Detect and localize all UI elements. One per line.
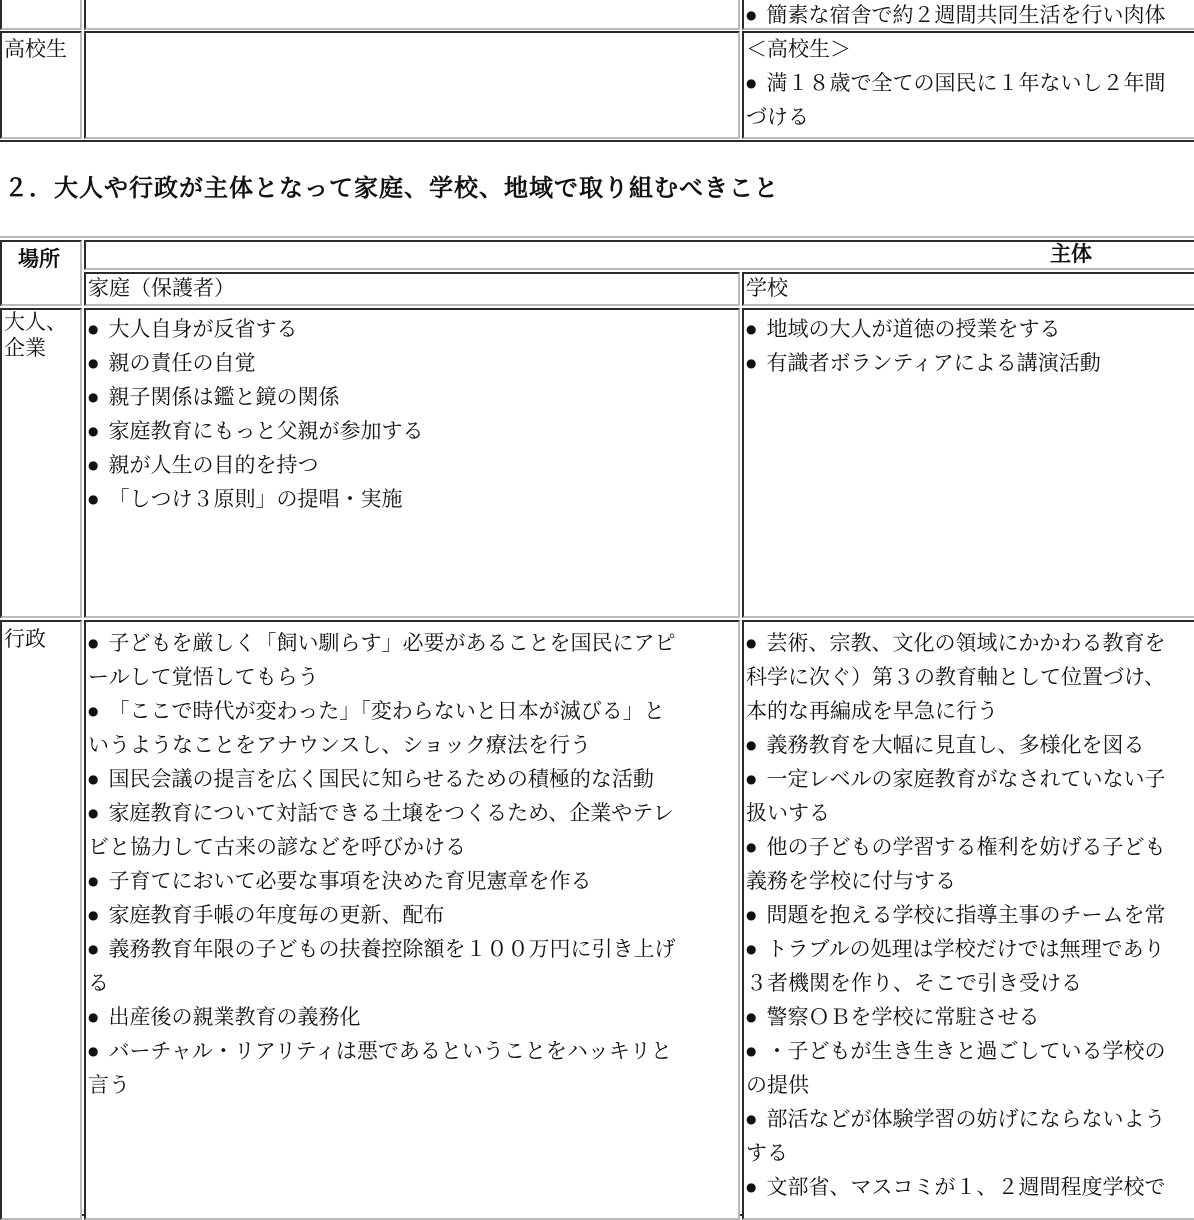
- prev-row1-right-cell: [742, 0, 1194, 30]
- adult-school-item: [746, 346, 1101, 380]
- bullet-icon: ●: [88, 390, 99, 404]
- bullet-icon: ●: [88, 874, 99, 888]
- bullet-icon: ●: [746, 942, 757, 956]
- admin-home-line: [88, 932, 675, 966]
- admin-home-line: [88, 660, 675, 694]
- admin-home-line-text: 出産後の親業教育の義務化: [108, 1005, 361, 1029]
- adult-home-item: [88, 448, 423, 482]
- row-adult-label-cell: [0, 308, 82, 618]
- admin-home-line: [88, 830, 675, 864]
- adult-home-item: [88, 414, 423, 448]
- admin-home-line-text: 国民会議の提言を広く国民に知らせるための積極的な活動: [108, 767, 654, 791]
- adult-home-item: [88, 312, 423, 346]
- bullet-icon: ●: [746, 8, 757, 22]
- row-adult-label-1: 大人、: [4, 310, 67, 334]
- admin-home-line-text: 「ここで時代が変わった」「変わらないと日本が滅びる」と: [108, 699, 665, 723]
- bullet-icon: ●: [746, 1044, 757, 1058]
- admin-school-line-text: 警察ＯＢを学校に常駐させる: [766, 1005, 1040, 1029]
- admin-school-line-text: 本的な再編成を早急に行う: [746, 699, 998, 723]
- adult-school-cell: [742, 308, 1194, 618]
- header-place-cell: [0, 240, 82, 306]
- bullet-icon: ●: [88, 704, 99, 718]
- admin-home-line: [88, 966, 675, 1000]
- row-adult-label-2: 企業: [4, 336, 46, 360]
- prev-row1-label-cell: [0, 0, 82, 30]
- admin-school-line-text: ・子どもが生き生きと過ごしている学校の: [766, 1039, 1166, 1063]
- admin-school-line-text: 文部省、マスコミが１、２週間程度学校で: [766, 1175, 1166, 1199]
- col-home-header: 家庭（保護者）: [88, 276, 235, 300]
- header-subject: 主体: [1050, 241, 1092, 266]
- admin-home-cell: [84, 620, 740, 1220]
- admin-school-line: [746, 864, 1165, 898]
- adult-home-item-text: 家庭教育にもっと父親が参加する: [108, 419, 424, 443]
- adult-home-item-text: 親が人生の目的を持つ: [108, 453, 319, 477]
- admin-home-line-text: ールして覚悟してもらう: [88, 665, 319, 689]
- admin-home-line-text: 家庭教育手帳の年度毎の更新、配布: [108, 903, 445, 927]
- admin-home-line: [88, 762, 675, 796]
- row-label-high-school: 高校生: [4, 37, 67, 61]
- admin-home-line-text: る: [88, 971, 109, 995]
- adult-home-item-text: 大人自身が反省する: [108, 317, 298, 341]
- admin-school-line: [746, 1136, 1165, 1170]
- adult-home-item-text: 親子関係は鑑と鏡の関係: [108, 385, 340, 409]
- bullet-icon: ●: [88, 772, 99, 786]
- col-home-cell: [84, 272, 740, 306]
- admin-school-line-text: 問題を抱える学校に指導主事のチームを常: [766, 903, 1166, 927]
- prev-row2-middle-cell: [84, 31, 740, 139]
- admin-home-line-text: ビと協力して古来の諺などを呼びかける: [88, 835, 466, 859]
- admin-school-line: [746, 796, 1165, 830]
- admin-school-line-text: 部活などが体験学習の妨げにならないよう: [766, 1107, 1166, 1131]
- admin-school-line-text: 義務を学校に付与する: [746, 869, 956, 893]
- admin-school-line: [746, 660, 1165, 694]
- admin-home-line-text: 子育てにおいて必要な事項を決めた育児憲章を作る: [108, 869, 592, 893]
- col-school-cell: [742, 272, 1194, 306]
- admin-home-line-text: 子どもを厳しく「飼い馴らす」必要があることを国民にアピ: [108, 631, 676, 655]
- bullet-icon: ●: [88, 492, 99, 506]
- bullet-icon: ●: [88, 322, 99, 336]
- adult-school-list: [746, 312, 1101, 380]
- bullet-icon: ●: [88, 424, 99, 438]
- admin-home-line: [88, 796, 675, 830]
- admin-school-line: [746, 728, 1165, 762]
- prev-row2-right-cell: [742, 31, 1194, 139]
- bullet-icon: ●: [746, 322, 757, 336]
- admin-school-line-text: ３者機関を作り、そこで引き受ける: [746, 971, 1082, 995]
- adult-home-item-text: 「しつけ３原則」の提唱・実施: [108, 487, 403, 511]
- admin-school-line: [746, 1000, 1165, 1034]
- adult-home-item: [88, 482, 423, 516]
- high-school-item: ● 満１８歳で全ての国民に１年ないし２年間: [746, 71, 1166, 95]
- admin-school-line-text: 他の子どもの学習する権利を妨げる子ども: [766, 835, 1166, 859]
- bullet-icon: ●: [746, 636, 757, 650]
- admin-school-line-text: トラブルの処理は学校だけでは無理であり: [766, 937, 1165, 961]
- admin-school-line: [746, 932, 1165, 966]
- prev-row1-middle-cell: [84, 0, 740, 30]
- bullet-icon: ●: [88, 908, 99, 922]
- admin-school-line: [746, 694, 1165, 728]
- bullet-icon: ●: [88, 1044, 99, 1058]
- adult-home-item-text: 親の責任の自覚: [108, 351, 256, 375]
- admin-home-line: [88, 694, 675, 728]
- bullet-icon: ●: [746, 1180, 757, 1194]
- bullet-icon: ●: [746, 840, 757, 854]
- header-place: 場所: [18, 246, 60, 271]
- header-subject-cell: [84, 240, 1194, 270]
- admin-school-line: [746, 626, 1165, 660]
- bullet-icon: ●: [746, 76, 757, 90]
- admin-school-line-text: する: [746, 1141, 788, 1165]
- admin-school-line: [746, 762, 1165, 796]
- admin-home-line-text: 家庭教育について対話できる土壌をつくるため、企業やテレ: [108, 801, 674, 825]
- bullet-icon: ●: [88, 636, 99, 650]
- admin-school-line-text: 義務教育を大幅に見直し、多様化を図る: [766, 733, 1145, 757]
- admin-school-list: [746, 626, 1165, 1204]
- bullet-icon: ●: [746, 1010, 757, 1024]
- bullet-icon: ●: [746, 1112, 757, 1126]
- admin-home-line: [88, 898, 675, 932]
- admin-school-line-text: 科学に次ぐ）第３の教育軸として位置づけ、: [746, 665, 1166, 689]
- admin-home-line: [88, 1000, 675, 1034]
- bullet-icon: ●: [746, 356, 757, 370]
- admin-home-line-text: いうようなことをアナウンスし、ショック療法を行う: [88, 733, 591, 757]
- row-admin-label-cell: [0, 620, 82, 1220]
- admin-school-line: [746, 966, 1165, 1000]
- adult-home-item: [88, 346, 423, 380]
- admin-school-line: [746, 830, 1165, 864]
- admin-school-line: [746, 1170, 1165, 1204]
- high-school-item-continued: づける: [746, 105, 809, 129]
- bullet-icon: ●: [88, 356, 99, 370]
- admin-home-line-text: 義務教育年限の子どもの扶養控除額を１００万円に引き上げ: [108, 937, 676, 961]
- bullet-icon: ●: [88, 942, 99, 956]
- section-heading: ２．大人や行政が主体となって家庭、学校、地域で取り組むべきこと: [4, 173, 779, 202]
- admin-school-line-text: 扱いする: [746, 801, 830, 825]
- admin-home-line: [88, 1034, 675, 1068]
- admin-home-line: [88, 626, 675, 660]
- admin-school-line-text: の提供: [746, 1073, 809, 1097]
- bullet-icon: ●: [88, 806, 99, 820]
- admin-school-line-text: 芸術、宗教、文化の領域にかかわる教育を: [766, 631, 1166, 655]
- adult-school-item: [746, 312, 1101, 346]
- bullet-icon: ●: [88, 1010, 99, 1024]
- adult-school-item-text: 地域の大人が道徳の授業をする: [766, 317, 1061, 341]
- adult-home-list: [88, 312, 423, 516]
- admin-school-line-text: 一定レベルの家庭教育がなされていない子: [766, 767, 1166, 791]
- admin-school-line: [746, 1102, 1165, 1136]
- admin-home-line: [88, 728, 675, 762]
- high-school-heading: ＜高校生＞: [746, 37, 851, 61]
- admin-school-cell: [742, 620, 1194, 1220]
- adult-home-cell: [84, 308, 740, 618]
- admin-home-line-text: 言う: [88, 1073, 130, 1097]
- adult-home-item: [88, 380, 423, 414]
- prev-row1-item: ● 簡素な宿舎で約２週間共同生活を行い肉体: [746, 3, 1166, 27]
- bullet-icon: ●: [746, 908, 757, 922]
- adult-school-item-text: 有識者ボランティアによる講演活動: [766, 351, 1101, 375]
- admin-home-list: [88, 626, 675, 1102]
- admin-home-line: [88, 864, 675, 898]
- row-admin-label: 行政: [4, 627, 46, 651]
- admin-home-line-text: バーチャル・リアリティは悪であるということをハッキリと: [108, 1039, 672, 1063]
- admin-school-line: [746, 1068, 1165, 1102]
- col-school-header: 学校: [746, 276, 788, 300]
- bullet-icon: ●: [88, 458, 99, 472]
- bullet-icon: ●: [746, 772, 757, 786]
- prev-row2-label-cell: [0, 31, 82, 139]
- admin-school-line: [746, 1034, 1165, 1068]
- admin-school-line: [746, 898, 1165, 932]
- bullet-icon: ●: [746, 738, 757, 752]
- admin-home-line: [88, 1068, 675, 1102]
